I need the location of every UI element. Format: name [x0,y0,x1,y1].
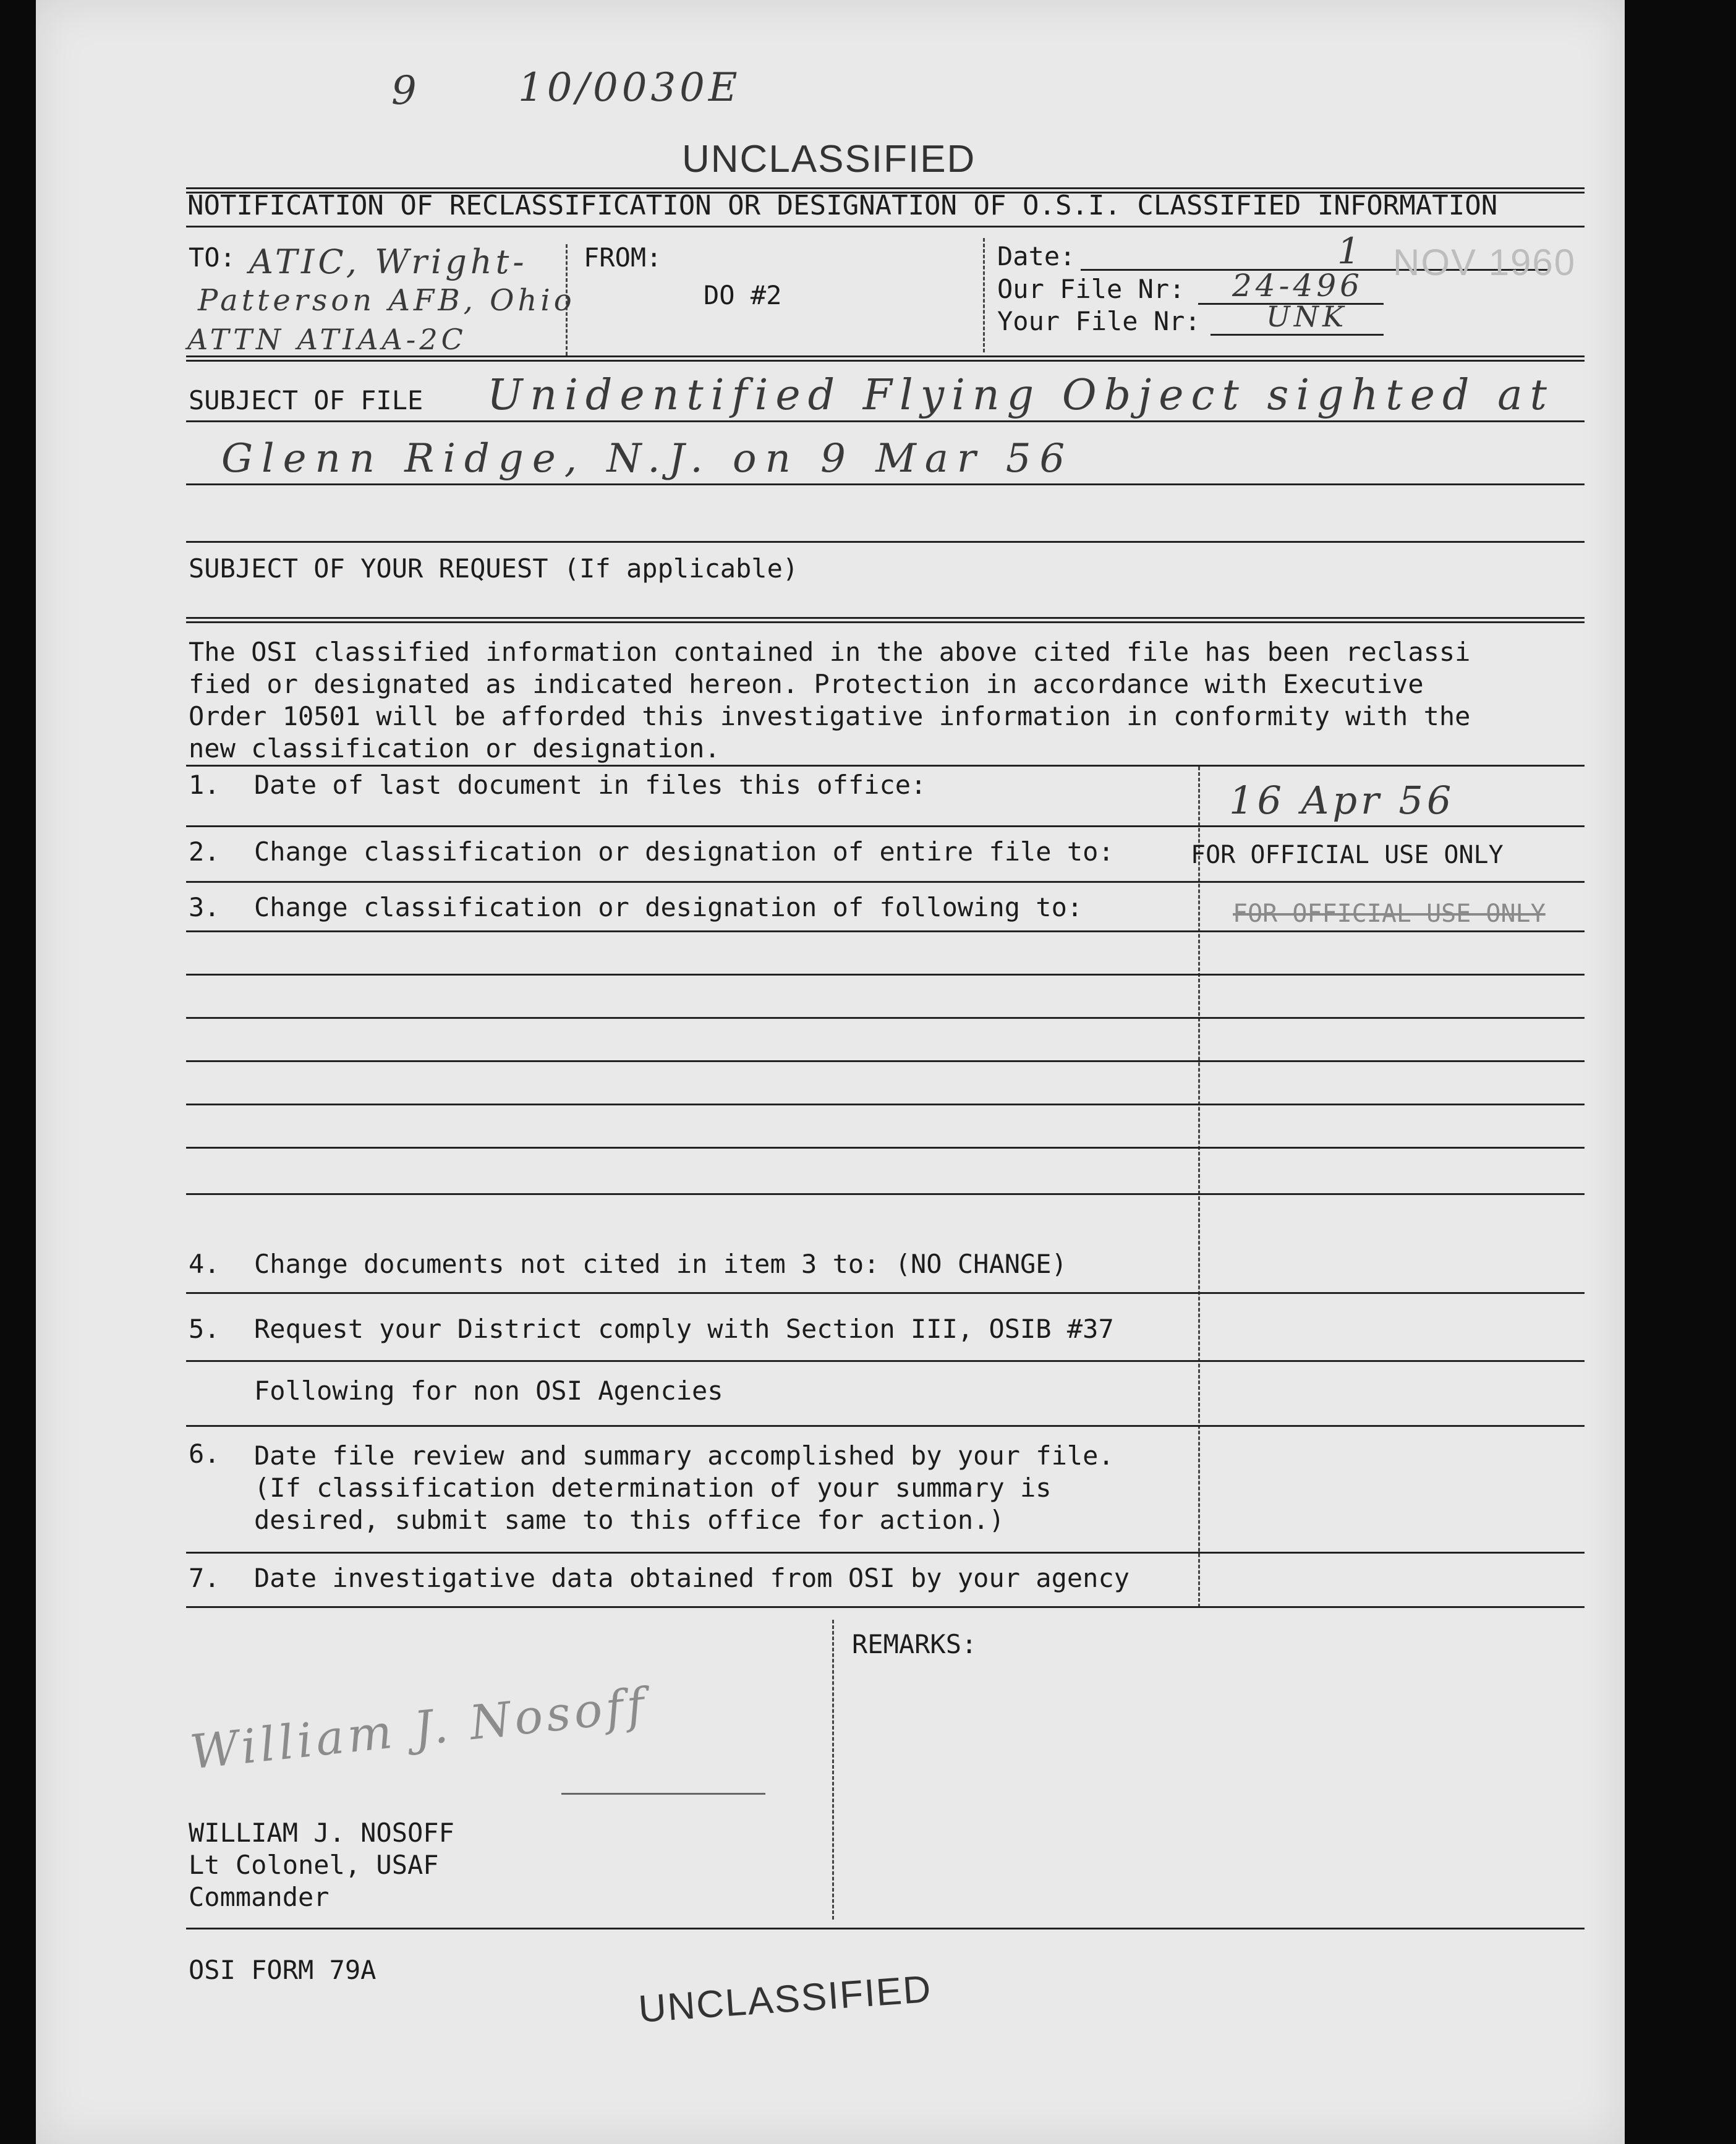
classification-stamp-top: UNCLASSIFIED [682,138,976,181]
rule [186,355,1585,362]
form-number: OSI FORM 79A [189,1955,377,1985]
rule [186,483,1585,485]
item-text: Change classification or designation of following to: [254,892,1083,922]
rule [186,1193,1585,1195]
your-file-label: Your File Nr: [997,306,1201,336]
classification-stamp-bottom: UNCLASSIFIED [637,1967,934,2031]
item-number: 7. [189,1563,220,1593]
signature: William J. Nosoff [187,1677,651,1780]
item-3-value-struck: FOR OFFICIAL USE ONLY [1233,900,1546,928]
rule [186,541,1585,543]
item-2-value: FOR OFFICIAL USE ONLY [1191,841,1504,869]
item-text: (If classification determination of your summary is [254,1473,1052,1503]
from-value: DO #2 [704,280,782,310]
rule [186,1104,1585,1105]
signer-title: Commander [189,1882,330,1912]
items-column-divider [1198,767,1200,1607]
subject-of-request-label: SUBJECT OF YOUR REQUEST (If applicable) [189,553,799,584]
form-title: NOTIFICATION OF RECLASSIFICATION OR DESIGNATION OF O.S.I. CLASSIFIED INFORMATION [187,190,1498,221]
signer-name: WILLIAM J. NOSOFF [189,1818,454,1848]
handwritten-file-code: 10/0030E [518,65,741,111]
item-text: Request your District comply with Section III, OSIB #37 [254,1314,1114,1344]
item-number: 2. [189,836,220,867]
item-text: desired, submit same to this office for action.) [254,1505,1005,1535]
rule [186,1552,1585,1554]
date-mark: 1 [1337,230,1364,272]
signer-rank: Lt Colonel, USAF [189,1850,439,1880]
remarks-divider [832,1620,834,1920]
rule [186,765,1585,767]
item-number: 5. [189,1314,220,1344]
to-line1: ATIC, Wright- [249,242,528,281]
item-text: Following for non OSI Agencies [254,1376,723,1406]
from-label: FROM: [584,242,662,273]
item-number: 4. [189,1249,220,1279]
rule [186,1060,1585,1062]
rule [186,930,1585,932]
date-faint-stamp: NOV 1960 [1393,242,1576,283]
paragraph-line: new classification or designation. [189,733,720,764]
paragraph-line: fied or designated as indicated hereon. Protection in accordance with Executive [189,669,1424,699]
subject-of-file-line2: Glenn Ridge, N.J. on 9 Mar 56 [221,436,1074,482]
to-label: TO: [189,242,236,273]
subject-of-file-label: SUBJECT OF FILE [189,385,423,415]
rule [186,825,1585,827]
item-text: Change classification or designation of entire file to: [254,836,1114,867]
remarks-label: REMARKS: [852,1629,977,1659]
rule [186,1425,1585,1427]
rule [186,226,1585,228]
rule [186,1606,1585,1608]
item-text: Change documents not cited in item 3 to: (NO CHANGE) [254,1249,1067,1279]
subject-of-file-line1: Unidentified Flying Object sighted at [487,371,1555,420]
date-label: Date: [997,241,1076,271]
item-number: 6. [189,1439,220,1469]
item-1-value: 16 Apr 56 [1229,778,1455,823]
item-number: 1. [189,770,220,800]
signature-line [561,1793,765,1795]
item-number: 3. [189,892,220,922]
divider [983,238,985,352]
our-file-label: Our File Nr: [997,274,1185,304]
item-text: Date investigative data obtained from OSI by your agency [254,1563,1130,1593]
your-file-line [1211,334,1384,336]
rule [186,1017,1585,1019]
item-text: Date of last document in files this office: [254,770,927,800]
rule [186,1360,1585,1362]
paragraph-line: The OSI classified information contained in the above cited file has been reclassi [189,637,1471,667]
paragraph-line: Order 10501 will be afforded this investigative information in conformity with the [189,701,1471,731]
rule [186,881,1585,883]
your-file-value: UNK [1266,300,1348,333]
rule [186,420,1585,422]
rule [186,974,1585,976]
rule [186,1147,1585,1149]
rule [186,1292,1585,1294]
our-file-value: 24-496 [1232,268,1363,304]
rule [186,617,1585,623]
document-page [36,0,1625,2144]
handwritten-page-number: 9 [391,68,420,114]
to-line2: Patterson AFB, Ohio [198,283,576,318]
to-line3: ATTN ATIAA-2C [187,323,467,356]
rule [186,1928,1585,1929]
item-text: Date file review and summary accomplished by your file. [254,1440,1114,1471]
